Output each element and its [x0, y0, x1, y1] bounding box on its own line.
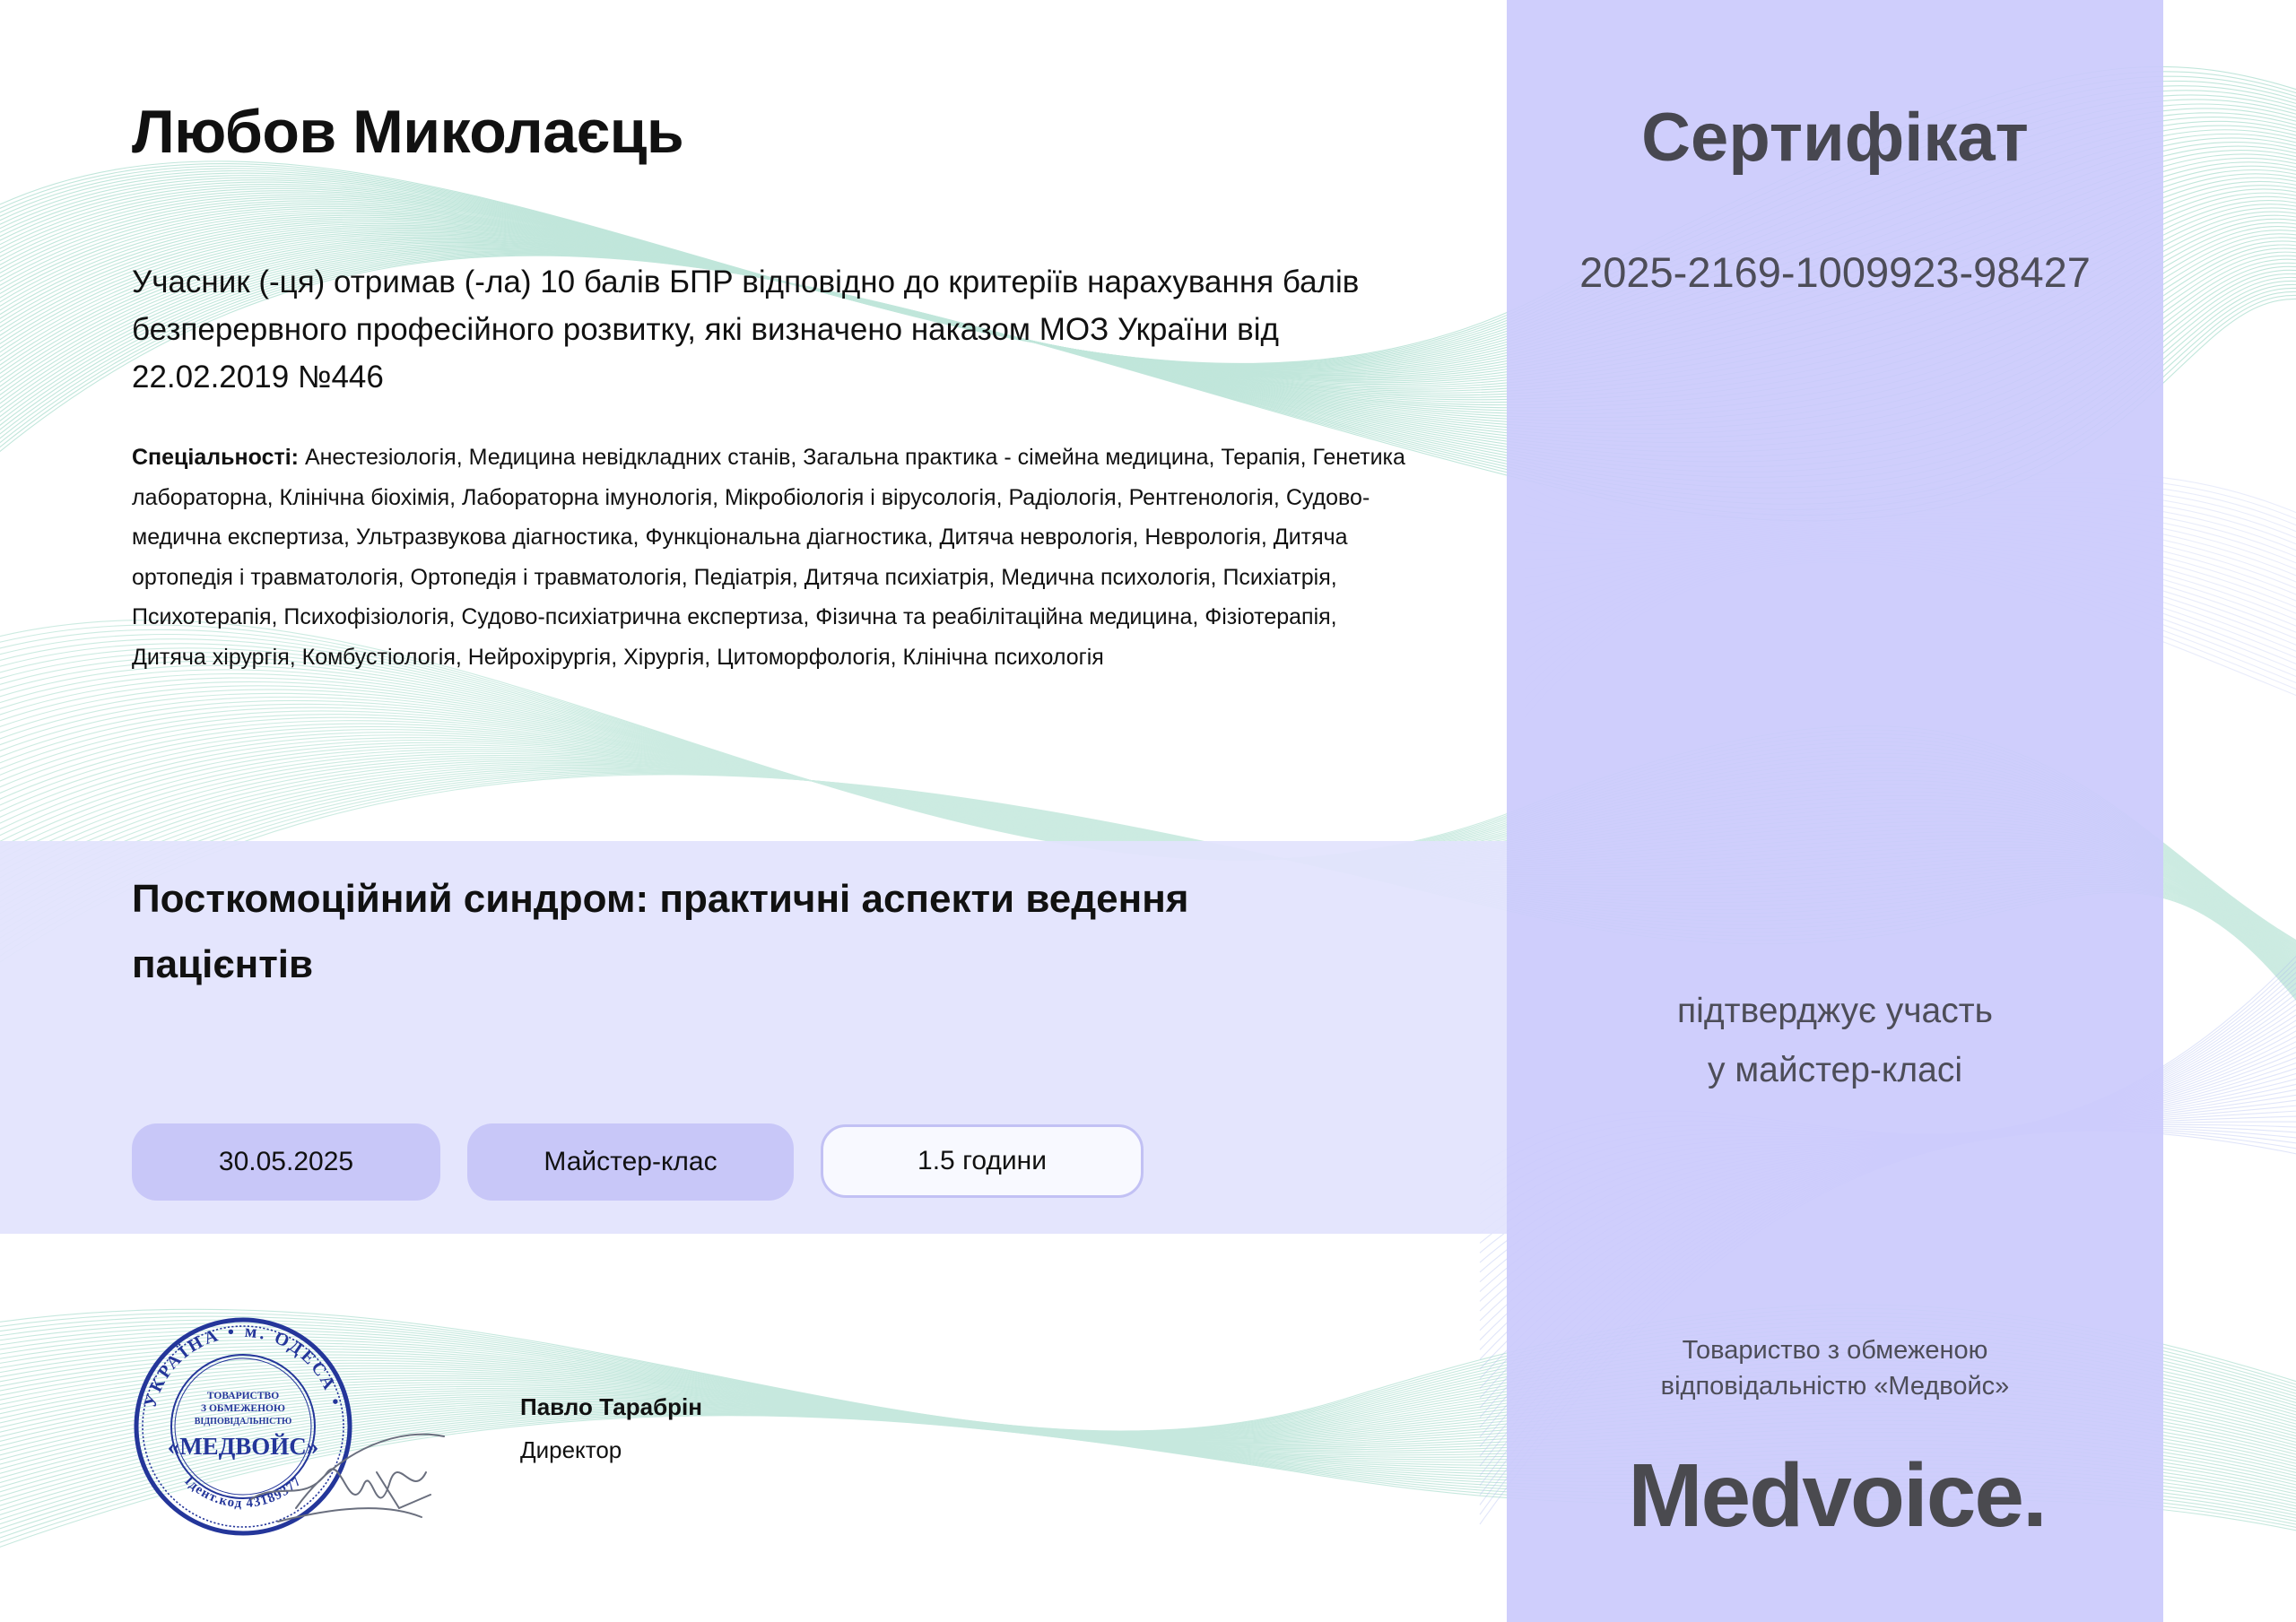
- cpd-points-statement: Учасник (-ця) отримав (-ла) 10 балів БПР відповідно до критеріїв нарахування балів безперервного професійного розвитку, які визначено наказом МОЗ України від 22.02.2019 №446: [132, 265, 1360, 395]
- stamp-inner-line-2: З ОБМЕЖЕНОЮ: [201, 1403, 285, 1414]
- certificate-title: Сертифікат: [1641, 100, 2029, 176]
- confirmation-line-1: підтверджує участь: [1677, 992, 1993, 1030]
- course-date-badge: 30.05.2025: [132, 1123, 440, 1201]
- confirmation-line-2: у майстер-класі: [1707, 1051, 1963, 1089]
- recipient-name: Любов Миколаєць: [132, 98, 684, 166]
- specialties-list: [132, 438, 1414, 677]
- medvoice-logo: [1614, 1451, 2059, 1540]
- course-format-badge: Майстер-клас: [467, 1123, 794, 1201]
- organization-name: [1507, 1332, 2163, 1404]
- confirmation-text: [1507, 982, 2163, 1100]
- organization-line-2: відповідальністю «Медвойс»: [1660, 1372, 2010, 1401]
- signatory-position: Директор: [520, 1436, 622, 1463]
- stamp-company-name: «МЕДВОЙС»: [167, 1433, 319, 1460]
- certificate-number: 2025-2169-1009923-98427: [1579, 248, 2091, 296]
- stamp-inner-line-1: ТОВАРИСТВО: [206, 1391, 280, 1401]
- specialties-text: Анестезіологія, Медицина невідкладних станів, Загальна практика - сімейна медицина, Терапія, Генетика лабораторна, Клінічна біохімія, Лабораторна імунологія, Мікробіологія і вірусологія, Радіологія, Рентгенологія, Судово-медична експертиза, Ультразвукова діагностика, Функціональна діагностика, Дитяча неврологія, Неврологія, Дитяча ортопедія і травматологія, Ортопедія і травматологія, Педіатрія, Дитяча психіатрія, Медична психологія, Психіатрія, Психотерапія, Психофізіологія, Судово-психіатрична експертиза, Фізична та реабілітаційна медицина, Фізіотерапія, Дитяча хірургія, Комбустіологія, Нейрохірургія, Хірургія, Цитоморфологія, Клінічна психологія: [132, 445, 1405, 670]
- specialties-label: Спеціальності:: [132, 445, 299, 470]
- course-title: Посткомоційний синдром: практичні аспекти ведення пацієнтів: [132, 877, 1189, 986]
- director-signature: [242, 1418, 448, 1535]
- medvoice-logo-text: Medvoice.: [1628, 1451, 2046, 1540]
- course-duration-badge: 1.5 години: [821, 1124, 1144, 1198]
- stamp-outer-text: УКРАЇНА • м. ОДЕСА •: [140, 1321, 346, 1410]
- organization-line-1: Товариство з обмеженою: [1682, 1336, 1988, 1365]
- stamp-code-text: Ідент.код 43189377: [181, 1473, 305, 1512]
- signatory-name: Павло Тарабрін: [520, 1393, 702, 1420]
- stamp-inner-line-3: ВІДПОВІДАЛЬНІСТЮ: [194, 1417, 292, 1427]
